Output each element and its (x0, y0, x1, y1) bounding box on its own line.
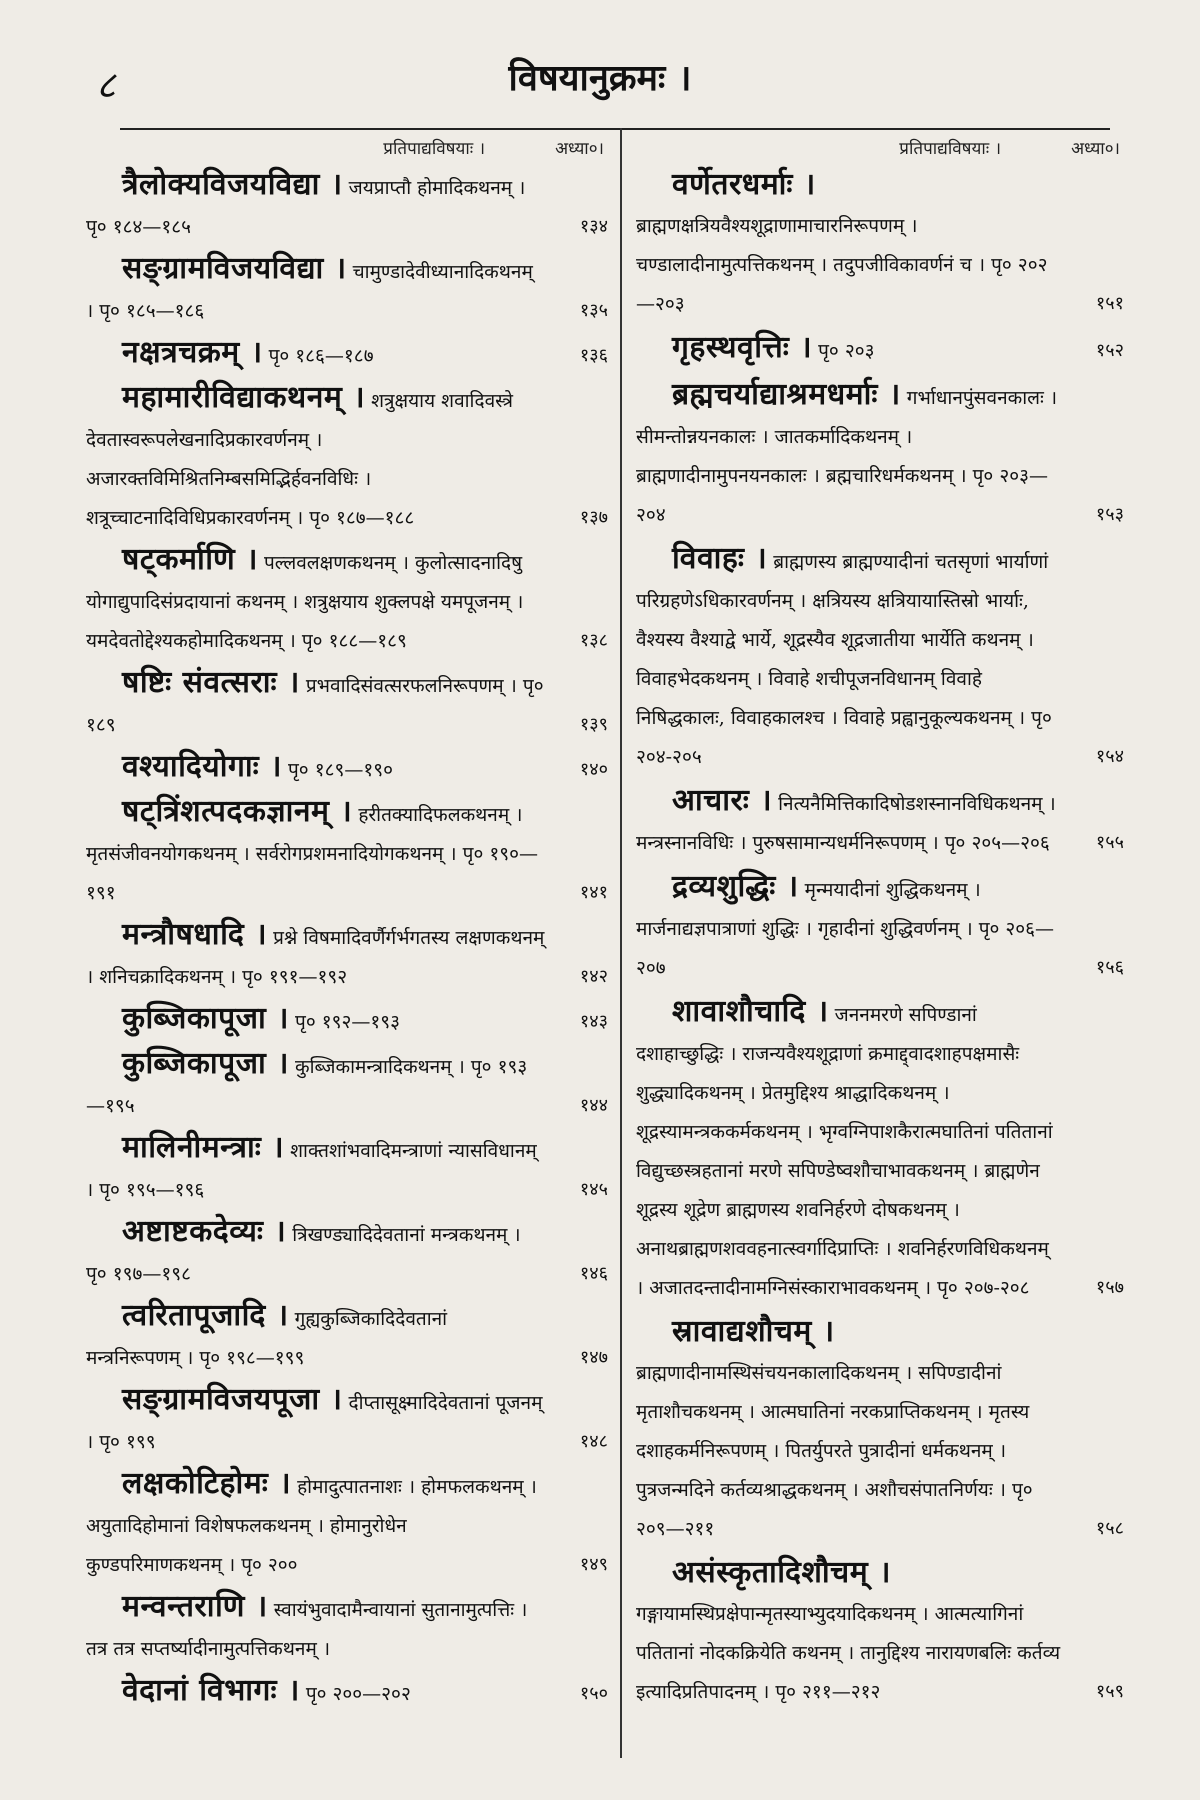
entry-chapter-number: १५७ (1095, 1277, 1124, 1298)
entry-heading: द्रव्यशुद्धिः । (672, 869, 799, 904)
entry-chapter-number: १५२ (1095, 340, 1124, 361)
toc-entry (86, 334, 610, 375)
entry-heading: महामारीविद्याकथनम् । (122, 380, 366, 415)
entry-description: त्रिखण्ड्यादिदेवतानां मन्त्रकथनम् । पृ० १९७—१९८ (86, 1224, 521, 1285)
entry-heading: स्रावाद्यशौचम् । (672, 1314, 835, 1349)
toc-entry (86, 793, 610, 912)
column-header (636, 134, 1126, 164)
toc-entry (86, 916, 610, 996)
entry-chapter-number: १४१ (579, 882, 608, 903)
entry-chapter-number: १४४ (579, 1095, 608, 1116)
toc-entry (86, 748, 610, 789)
entry-description: ब्राह्मणक्षत्रियवैश्यशूद्राणामाचारनिरूपणम् । चण्डालादीनामुत्पत्तिकथनम् । तदुपजीविकावर्णनं च । पृ० २०२—२०३ (636, 215, 1048, 315)
entry-chapter-number: १५३ (1095, 504, 1124, 525)
entry-chapter-number: १४० (579, 759, 608, 780)
entry-description: हरीतक्यादिफलकथनम् । मृतसंजीवनयोगकथनम् । सर्वरोगप्रशमनादियोगकथनम् । पृ० १९०—१९१ (86, 804, 538, 904)
entry-description: पृ० २०३ (818, 340, 875, 362)
entry-heading: सङ्ग्रामविजयविद्या । (122, 251, 347, 286)
entry-description: प्रश्ने विषमादिवर्णैर्गर्भगतस्य लक्षणकथनम् । शनिचक्रादिकथनम् । पृ० १९१—१९२ (86, 927, 545, 988)
entry-chapter-number: १५६ (1095, 957, 1124, 978)
entry-heading: मन्वन्तराणि । (122, 1589, 268, 1624)
entry-heading: नक्षत्रचक्रम् । (122, 335, 263, 370)
right-entry-list (636, 166, 1126, 1711)
entry-heading: सङ्ग्रामविजयपूजा । (122, 1382, 343, 1417)
entry-heading: कुब्जिकापूजा । (122, 1001, 290, 1036)
toc-entry (86, 1129, 610, 1209)
entry-heading: मालिनीमन्त्राः । (122, 1130, 285, 1165)
entry-description: दीप्तासूक्ष्मादिदेवतानां पूजनम् । पृ० १९९ (86, 1392, 543, 1453)
entry-heading: ब्रह्मचर्याद्याश्रमधर्माः । (672, 377, 901, 412)
entry-chapter-number: १५५ (1095, 832, 1124, 853)
toc-entry (86, 1297, 610, 1377)
entry-description: पृ० १८९—१९० (288, 759, 394, 781)
entry-chapter-number: १४९ (579, 1554, 608, 1575)
entry-description: पृ० १८६—१८७ (268, 345, 374, 367)
entry-heading: गृहस्थवृत्तिः । (672, 330, 813, 365)
entry-chapter-number: १३४ (579, 216, 608, 237)
toc-entry (86, 1672, 610, 1713)
entry-description: कुब्जिकामन्त्रादिकथनम् । पृ० १९३—१९५ (86, 1056, 528, 1117)
entry-description: गङ्गायामस्थिप्रक्षेपान्मृतस्याभ्युदयादिकथनम् । आत्मत्यागिनां पतितानां नोदकक्रियेति कथनम् । तानुद्दिश्य नारायणबलिः कर्तव्य इत्यादिप्रतिपादनम् । पृ० २११—२१२ (636, 1603, 1061, 1703)
entry-heading: आचारः । (672, 783, 773, 818)
entry-heading: लक्षकोटिहोमः । (122, 1466, 292, 1501)
toc-entry (86, 541, 610, 660)
entry-description: शाक्तशांभवादिमन्त्राणां न्यासविधानम् । पृ० १९५—१९६ (86, 1140, 537, 1201)
entry-chapter-number: १५० (579, 1683, 608, 1704)
column-header-chapter: अध्या०। (1071, 139, 1120, 159)
entry-description: पृ० १९२—१९३ (295, 1011, 401, 1033)
entry-chapter-number: १३८ (579, 630, 608, 651)
entry-chapter-number: १३६ (579, 345, 608, 366)
entry-heading: षट्कर्माणि । (122, 542, 258, 577)
toc-entry (636, 993, 1126, 1307)
header-rule (120, 128, 1110, 130)
column-header (86, 134, 610, 164)
entry-chapter-number: १३७ (579, 507, 608, 528)
entry-description: होमादुत्पातनाशः । होमफलकथनम् । अयुतादिहोमानां विशेषफलकथनम् । होमानुरोधेन कुण्डपरिमाणकथनम् । पृ० २०० (86, 1476, 537, 1576)
entry-heading: विवाहः । (672, 541, 768, 576)
toc-entry (636, 166, 1126, 323)
entry-chapter-number: १४३ (579, 1011, 608, 1032)
entry-chapter-number: १३९ (579, 714, 608, 735)
entry-heading: वर्णेतरधर्माः । (672, 167, 816, 202)
right-column (626, 134, 1126, 1780)
toc-entry (636, 868, 1126, 987)
toc-entry (636, 1554, 1126, 1711)
entry-heading: अष्टाष्टकदेव्यः । (122, 1214, 287, 1249)
entry-description: ब्राह्मणस्य ब्राह्मण्यादीनां चतसृणां भार्याणां परिग्रहणेऽधिकारवर्णनम् । क्षत्रियस्य क्षत्रियायास्तिस्रो भार्याः, वैश्यस्य वैश्याद्वे भार्ये, शूद्रस्यैव शूद्रजातीया भार्येति कथनम् । विवाहभेदकथनम् । विवाहे शचीपूजनविधानम् विवाहे निषिद्धकालः, विवाहकालश्च । विवाहे प्रह्वानुकूल्यकथनम् । पृ० २०४-२०५ (636, 551, 1052, 768)
entry-chapter-number: १५४ (1095, 746, 1124, 767)
entry-chapter-number: १५१ (1095, 293, 1124, 314)
entry-description: ब्राह्मणादीनामस्थिसंचयनकालादिकथनम् । सपिण्डादीनां मृताशौचकथनम् । आत्मघातिनां नरकप्राप्तिकथनम् । मृतस्य दशाहकर्मनिरूपणम् । पितर्युपरते पुत्रादीनां धर्मकथनम् । पुत्रजन्मदिने कर्तव्यश्राद्धकथनम् । अशौचसंपातनिर्णयः । पृ० २०९—२११ (636, 1362, 1033, 1540)
entry-heading: षष्टिः संवत्सराः । (122, 665, 300, 700)
entry-chapter-number: १४८ (579, 1431, 608, 1452)
toc-entry (86, 166, 610, 246)
entry-heading: शावाशौचादि । (672, 994, 829, 1029)
left-entry-list (86, 166, 610, 1713)
page-number: ८ (96, 63, 116, 107)
column-header-chapter: अध्या०। (555, 139, 604, 159)
entry-heading: वश्यादियोगाः । (122, 749, 283, 784)
entry-heading: असंस्कृतादिशौचम् । (672, 1555, 891, 1590)
entry-heading: वेदानां विभागः । (122, 1673, 300, 1708)
toc-entry (86, 250, 610, 330)
column-header-subjects: प्रतिपाद्यविषयाः । (383, 139, 486, 159)
entry-description: शत्रुक्षयाय शवादिवस्त्रे देवतास्वरूपलेखनादिप्रकारवर्णनम् । अजारक्तविमिश्रितनिम्बसमिद्भिर्हवनविधिः । शत्रूच्चाटनादिविधिप्रकारवर्णनम् । पृ० १८७—१८८ (86, 390, 514, 529)
toc-entry (86, 1045, 610, 1125)
entry-chapter-number: १३५ (579, 300, 608, 321)
entry-heading: षट्त्रिंशत्पदकज्ञानम् । (122, 794, 353, 829)
toc-entry (636, 376, 1126, 534)
toc-entry (636, 329, 1126, 370)
entry-heading: त्रैलोक्यविजयविद्या । (122, 167, 343, 202)
entry-description: पल्लवलक्षणकथनम् । कुलोत्सादनादिषु योगाद्युपादिसंप्रदायानां कथनम् । शत्रुक्षयाय शुक्लपक्षे यमपूजनम् । यमदेवतोद्देश्यकहोमादिकथनम् । पृ० १८८—१८९ (86, 552, 524, 652)
entry-description: नित्यनैमित्तिकादिषोडशस्नानविधिकथनम् । मन्त्रस्नानविधिः । पुरुषसामान्यधर्मनिरूपणम् । पृ० २०५—२०६ (636, 793, 1056, 854)
entry-description: जननमरणे सपिण्डानां दशाहाच्छुद्धिः । राजन्यवैश्यशूद्राणां क्रमाद्द्वादशाहपक्षमासैः शुद्ध्यादिकथनम् । प्रेतमुद्दिश्य श्राद्धादिकथनम् । शूद्रस्यामन्त्रककर्मकथनम् । भृग्वग्निपाशकैरात्मघातिनां पतितानां विद्युच्छस्त्रहतानां मरणे सपिण्डेष्वशौचाभावकथनम् । ब्राह्मणेन शूद्रस्य शूद्रेण ब्राह्मणस्य शवनिर्हरणे दोषकथनम् । अनाथब्राह्मणशववहनात्स्वर्गादिप्राप्तिः । शवनिर्हरणविधिकथनम् । अजातदन्तादीनामग्निसंस्काराभावकथनम् । पृ० २०७-२०८ (636, 1004, 1053, 1299)
toc-entry (86, 1381, 610, 1461)
toc-entry (86, 1213, 610, 1293)
entry-chapter-number: १४५ (579, 1179, 608, 1200)
entry-description: चामुण्डादेवीध्यानादिकथनम् । पृ० १८५—१८६ (86, 261, 533, 322)
toc-entry (86, 379, 610, 537)
toc-entry (86, 664, 610, 744)
entry-chapter-number: १४२ (579, 966, 608, 987)
toc-entry (86, 1000, 610, 1041)
entry-description: जयप्राप्तौ होमादिकथनम् । पृ० १८४—१८५ (86, 177, 526, 238)
toc-entry (636, 1313, 1126, 1548)
entry-heading: त्वरितापूजादि । (122, 1298, 289, 1333)
left-column (86, 134, 624, 1780)
entry-chapter-number: १४६ (579, 1263, 608, 1284)
toc-entry (86, 1465, 610, 1584)
entry-heading: कुब्जिकापूजा । (122, 1046, 290, 1081)
entry-description: स्वायंभुवादामैन्वायानां सुतानामुत्पत्तिः । तत्र तत्र सप्तर्ष्यादीनामुत्पत्तिकथनम् । (86, 1599, 528, 1660)
entry-description: गर्भाधानपुंसवनकालः । सीमन्तोन्नयनकालः । जातकर्मादिकथनम् । ब्राह्मणादीनामुपनयनकालः । ब्रह्मचारिधर्मकथनम् । पृ० २०३—२०४ (636, 387, 1058, 526)
toc-entry (636, 782, 1126, 862)
entry-description: गुह्यकुब्जिकादिदेवतानां मन्त्रनिरूपणम् । पृ० १९८—१९९ (86, 1308, 448, 1369)
entry-chapter-number: १४७ (579, 1347, 608, 1368)
page-title: विषयानुक्रमः । (508, 57, 692, 99)
toc-entry (636, 540, 1126, 776)
entry-description: प्रभवादिसंवत्सरफलनिरूपणम् । पृ० १८९ (86, 675, 544, 736)
entry-chapter-number: १५९ (1095, 1681, 1124, 1702)
toc-entry (86, 1588, 610, 1668)
column-header-subjects: प्रतिपाद्यविषयाः । (899, 139, 1002, 159)
entry-chapter-number: १५८ (1095, 1518, 1124, 1539)
entry-description: मृन्मयादीनां शुद्धिकथनम् । मार्जनाद्यज्ञपात्राणां शुद्धिः । गृहादीनां शुद्धिवर्णनम् । पृ० २०६—२०७ (636, 879, 1055, 979)
entry-description: पृ० २००—२०२ (305, 1683, 411, 1705)
entry-heading: मन्त्रौषधादि । (122, 917, 268, 952)
